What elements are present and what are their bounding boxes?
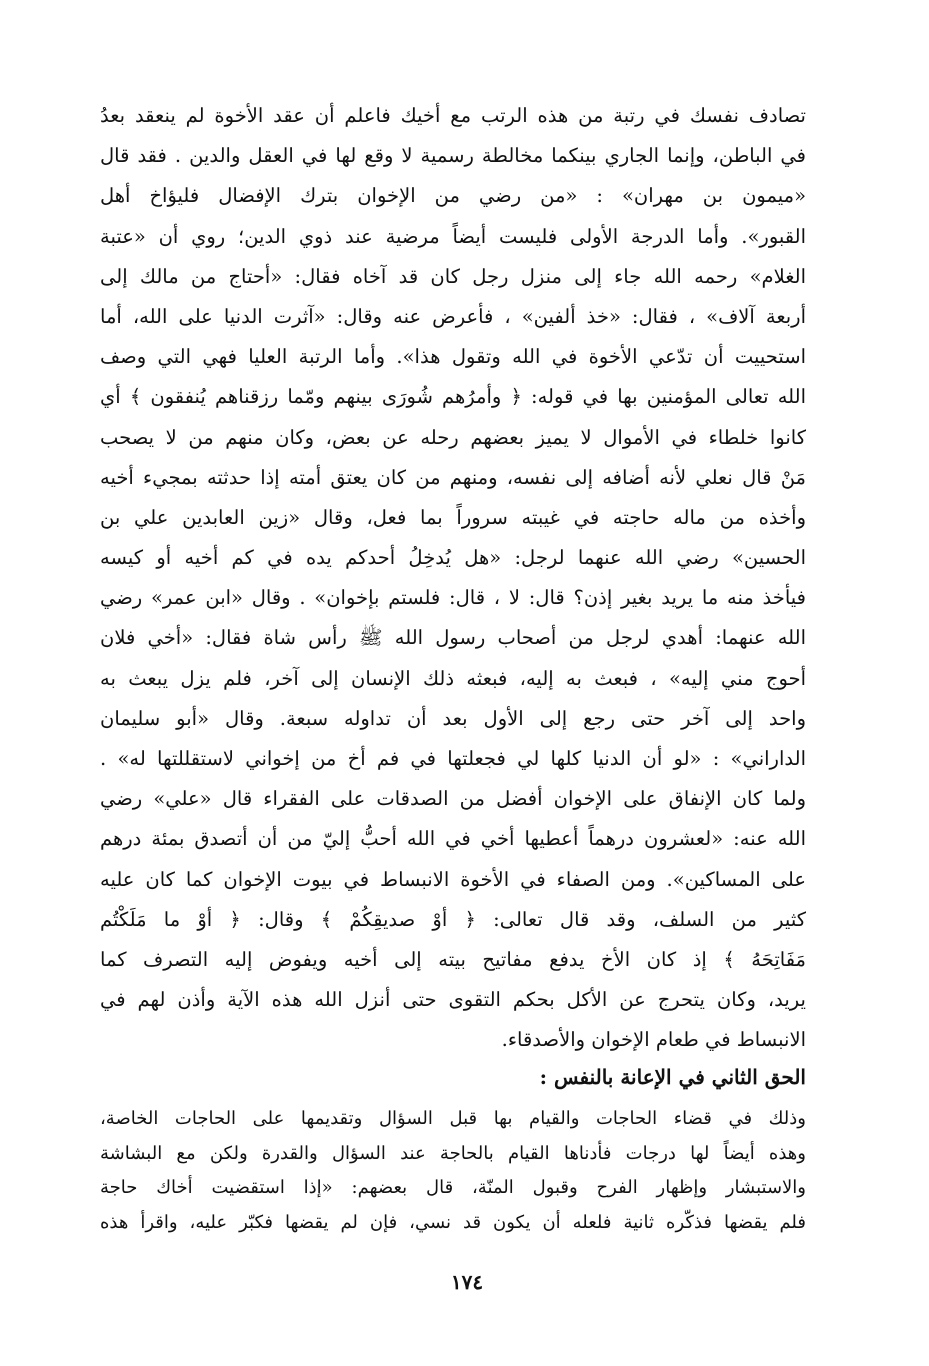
section-heading: الحق الثاني في الإعانة بالنفس :: [539, 1064, 806, 1089]
text-line: الله تعالى المؤمنين بها في قوله: ﴿ وأمرُهم شُورَى بينهم ومّما رزقناهم يُنفقون ﴾ أي: [100, 385, 806, 409]
text-line: الداراني» : «لو أن الدنيا كلها لي فجعلتها في فم أخ من إخواني لاستقللتها له» .: [100, 747, 806, 770]
text-line: استحييت أن تدّعي الأخوة في الله وتقول هذا». وأما الرتبة العليا فهي التي وصف: [100, 345, 806, 369]
second-section-text: [100, 1102, 806, 1240]
text-line: كانوا خلطاء في الأموال لا يميز بعضهم رحله عن بعض، وكان منهم من لا يصحب: [100, 425, 806, 449]
text-line: يريد، وكان يتحرج عن الأكل بحكم التقوى حتى أنزل الله هذه الآية وأذن لهم في: [100, 988, 806, 1012]
text-line: الله عنهما: أهدي لرجل من أصحاب رسول الله ﷺ رأس شاة فقال: «أخي فلان: [100, 626, 806, 650]
text-line: الغلام» رحمه الله جاء إلى منزل رجل كان قد آخاه فقال: «أحتاج من مالك إلى: [100, 264, 806, 288]
text-line: تصادف نفسك في رتبة من هذه الرتب مع أخيك فاعلم أن عقد الأخوة لم ينعقد بعدُ: [100, 104, 806, 127]
text-line: «ميمون بن مهران» : «من رضي من الإخوان بترك الإفضال فليؤاخ أهل: [100, 184, 806, 208]
text-line: في الباطن، وإنما الجاري بينكما مخالطة رسمية لا وقع لها في العقل والدين . فقد قال: [100, 144, 806, 168]
text-line: فيأخذ منه ما يريد بغير إذن؟ قال: لا ، قال: فلستم بإخوان» . وقال «ابن عمر» رضي: [100, 586, 806, 610]
text-line: الانبساط في طعام الإخوان والأصدقاء.: [501, 1028, 806, 1052]
text-line: وهذه أيضاً لها درجات فأدناها القيام بالحاجة عند السؤال والقدرة ولكن مع البشاشة: [100, 1142, 806, 1164]
text-line: أربعة آلاف» ، فقال: «خذ ألفين» ، فأعرض عنه وقال: «آثرت الدنيا على الله، أما: [100, 304, 806, 328]
text-line: ولما كان الإنفاق على الإخوان أفضل من الصدقات على الفقراء قال «علي» رضي: [100, 787, 806, 811]
text-line: واحد إلى آخر حتى رجع إلى الأول بعد أن تداوله سبعة. وقال «أبو سليمان: [100, 706, 806, 730]
main-text-block: [100, 96, 806, 1097]
text-line: مَفَاتِحَهُ ﴾ إذ كان الأخ يدفع مفاتيح بيته إلى أخيه ويفوض إليه التصرف كما: [100, 947, 806, 971]
text-line: والاستبشار وإظهار الفرح وقبول المنّة، قال بعضهم: «إذا استقضيت أخاك حاجة: [100, 1177, 806, 1198]
text-line: أحوج مني إليه» ، فبعث به إليه، فبعثه ذلك الإنسان إلى آخر، فلم يزل يبعث به: [100, 666, 806, 690]
text-line: الحسين» رضي الله عنهما لرجل: «هل يُدخِلُ أحدكم يده في كم أخيه أو كيسه: [100, 546, 806, 570]
text-line: على المساكين». ومن الصفاء في الأخوة الانبساط في بيوت الإخوان كما كان عليه: [100, 867, 806, 891]
text-line: كثير من السلف، وقد قال تعالى: ﴿ أوْ صديقِكُمْ ﴾ وقال: ﴿ أوْ ما مَلَكْتُم: [100, 907, 806, 931]
text-line: وأخذه من ماله حاجته في غيبته سروراً بما فعل، وقال «زين العابدين علي بن: [100, 505, 806, 529]
text-line: وذلك في قضاء الحاجات والقيام بها قبل السؤال وتقديمها على الحاجات الخاصة،: [100, 1108, 806, 1129]
page-number: ١٧٤: [450, 1270, 484, 1294]
text-line: الله عنه: «لعشرون درهماً أعطيها أخي في الله أحبُّ إليّ من أن أتصدق بمئة درهم: [100, 827, 806, 851]
text-line: القبور». وأما الدرجة الأولى فليست أيضاً مرضية عند ذوي الدين؛ روي أن «عتبة: [100, 224, 806, 248]
text-line: فلم يقضها فذكّره ثانية فلعله أن يكون قد نسي، فإن لم يقضها فكبّر عليه، واقرأ هذه: [100, 1211, 806, 1233]
text-line: مَنْ قال نعلي لأنه أضافه إلى نفسه، ومنهم من كان يعتق أمته إذا حدثته بمجيء أخيه: [100, 465, 806, 489]
